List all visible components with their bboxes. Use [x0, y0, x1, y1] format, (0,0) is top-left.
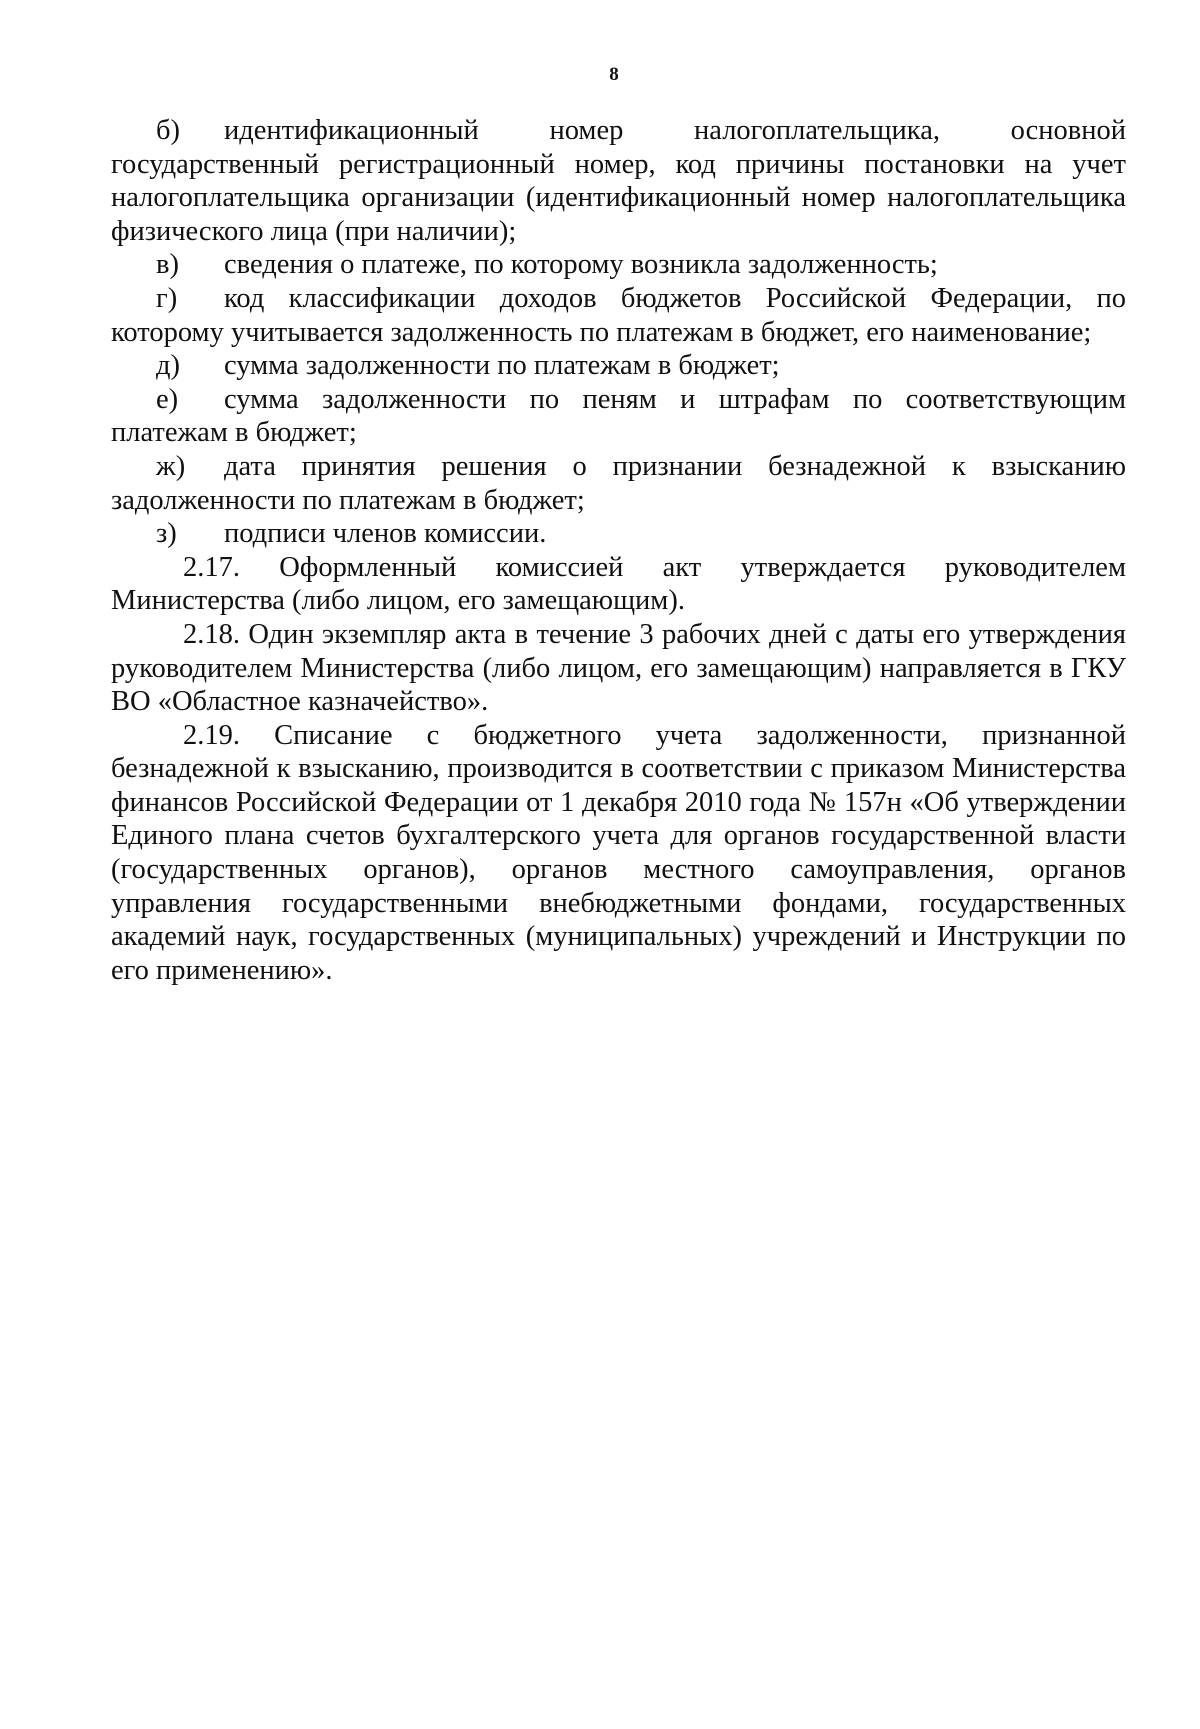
list-item-z	[111, 517, 1126, 551]
clause-2-17	[111, 551, 1126, 618]
list-marker: е)	[156, 383, 179, 415]
list-item-text: дата принятия решения о признании безнадежной к взысканию задолженности по платежам в бюджет;	[111, 450, 1126, 516]
clause-text: Один экземпляр акта в течение 3 рабочих дней с даты его утверждения руководителем Министерства (либо лицом, его замещающим) направляется в ГКУ ВО «Областное казначейство».	[111, 618, 1127, 718]
list-item-text: сумма задолженности по платежам в бюджет;	[224, 350, 780, 382]
list-item-e	[111, 383, 1126, 450]
clause-text: Списание с бюджетного учета задолженности, признанной безнадежной к взысканию, производится в соответствии с приказом Министерства финансов Российской Федерации от 1 декабря 2010 года № 157н «Об утверждении Единого плана счетов бухгалтерского учета для органов государственной власти (государственных органов), органов местного самоуправления, органов управления государственными внебюджетными фондами, государственных академий наук, государственных (муниципальных) учреждений и Инструкции по его применению».	[111, 719, 1126, 986]
list-item-text: сумма задолженности по пеням и штрафам по соответствующим платежам в бюджет;	[111, 383, 1126, 449]
list-marker: б)	[156, 115, 180, 146]
list-item-text: сведения о платеже, по которому возникла задолженность;	[224, 249, 938, 281]
page-number: 8	[609, 64, 619, 85]
list-marker: ж)	[156, 450, 186, 482]
list-item-text: идентификационный номер налогоплательщика, основной государственный регистрационный номер, код причины постановки на учет налогоплательщика организации (идентификационный номер налогоплательщика физического лица (при наличии);	[111, 115, 1126, 247]
clause-number: 2.19.	[183, 719, 240, 751]
list-marker: в)	[156, 249, 179, 281]
clause-number: 2.18.	[183, 618, 240, 650]
clause-text: Оформленный комиссией акт утверждается руководителем Министерства (либо лицом, его замещающим).	[111, 551, 1126, 617]
list-item-g	[111, 282, 1126, 349]
list-item-text: код классификации доходов бюджетов Российской Федерации, по которому учитывается задолженность по платежам в бюджет, его наименование;	[111, 282, 1126, 348]
clause-2-19	[111, 719, 1126, 988]
list-item-d	[111, 349, 1126, 383]
list-marker: г)	[156, 282, 178, 314]
list-item-zh	[111, 450, 1126, 517]
document-body	[111, 114, 1126, 987]
list-item-v	[111, 248, 1126, 282]
clause-2-18	[111, 618, 1126, 719]
list-marker: д)	[156, 350, 180, 382]
list-item-text: подписи членов комиссии.	[224, 518, 547, 550]
list-item-b	[111, 114, 1126, 248]
list-marker: з)	[156, 518, 177, 550]
clause-number: 2.17.	[183, 551, 240, 583]
